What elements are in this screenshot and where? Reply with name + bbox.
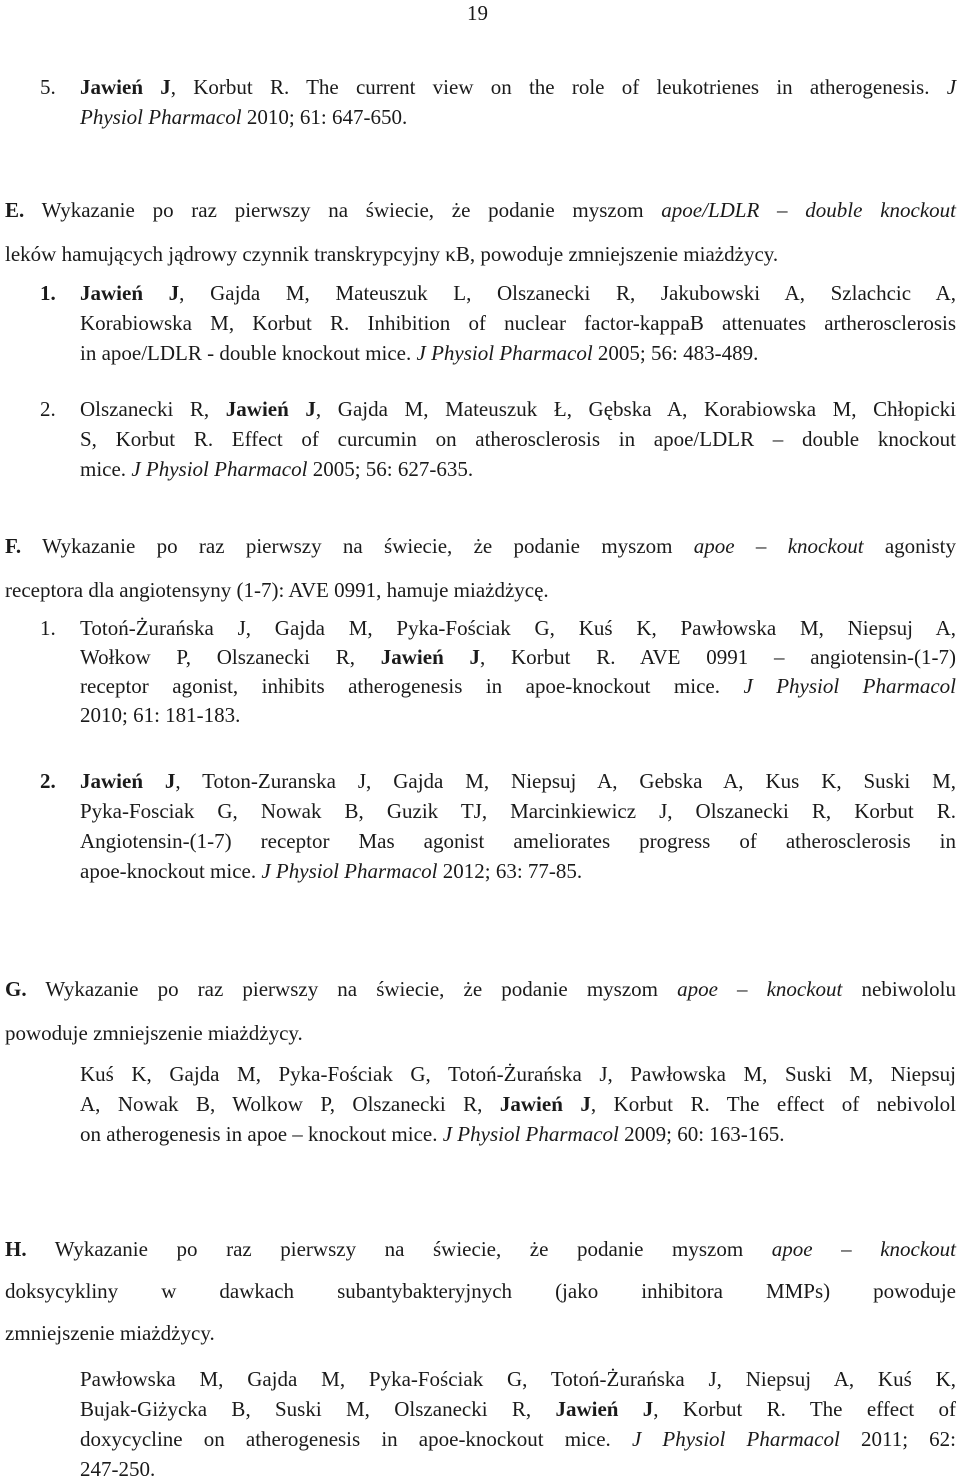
ref-number: 2. <box>40 397 56 421</box>
ref-line <box>80 102 956 132</box>
section-h-heading <box>5 1228 956 1354</box>
ref-text: Pawłowska M, Gajda M, Pyka-Fościak G, Totoń-Żurańska J, Niepsuj A, Kuś K, <box>80 1367 956 1391</box>
ref-text: in apoe/LDLR - double knockout mice. <box>80 341 412 365</box>
section-text: powoduje zmniejszenie miażdżycy. <box>5 1021 303 1045</box>
reference-e1 <box>40 278 956 368</box>
section-f-heading <box>5 524 956 612</box>
ref-text: mice. <box>80 457 127 481</box>
ref-text: Bujak-Giżycka B, Suski M, Olszanecki R, <box>80 1397 532 1421</box>
reference-g <box>80 1059 956 1149</box>
author-highlight: Jawień J <box>80 769 176 793</box>
section-text: Wykazanie po raz pierwszy na świecie, że podanie myszom <box>41 198 644 222</box>
section-g-heading <box>5 967 956 1055</box>
ref-text: , Korbut R. The effect of <box>653 1397 957 1421</box>
ref-number: 1. <box>40 616 56 640</box>
journal-name: J Physiol Pharmacol <box>131 457 308 481</box>
ref-text: Kuś K, Gajda M, Pyka-Fościak G, Totoń-Żurańska J, Pawłowska M, Suski M, Niepsuj <box>80 1062 956 1086</box>
ref-text: Angiotensin-(1-7) receptor Mas agonist ameliorates progress of atherosclerosis in <box>80 829 956 853</box>
section-text: Wykazanie po raz pierwszy na świecie, że podanie myszom <box>42 534 673 558</box>
ref-text: 2010; 61: 181-183. <box>80 703 241 727</box>
reference-h <box>80 1364 956 1484</box>
journal-name: J Physiol Pharmacol <box>416 341 593 365</box>
journal-name: J <box>946 75 957 99</box>
section-letter: H. <box>5 1237 27 1261</box>
ref-text: Wołkow P, Olszanecki R, <box>80 645 355 669</box>
ref-text: S, Korbut R. Effect of curcumin on atherosclerosis in apoe/LDLR – double knockout <box>80 427 956 451</box>
section-letter: G. <box>5 977 27 1001</box>
ref-text: A, Nowak B, Wolkow P, Olszanecki R, <box>80 1092 483 1116</box>
reference-e2 <box>40 394 956 484</box>
section-text: zmniejszenie miażdżycy. <box>5 1321 215 1345</box>
ref-number: 5. <box>40 75 56 99</box>
section-text: Wykazanie po raz pierwszy na świecie, że podanie myszom <box>54 1237 744 1261</box>
section-text: leków hamujących jądrowy czynnik transkrypcyjny κB, powoduje zmniejszenie miażdżycy. <box>5 242 779 266</box>
ref-text: 2011; 62: <box>860 1427 957 1451</box>
author-highlight: Jawień J <box>80 281 180 305</box>
ref-text: doxycycline on atherogenesis in apoe-knockout mice. <box>80 1427 611 1451</box>
section-italic: apoe – knockout <box>677 977 843 1001</box>
ref-text: 2005; 56: 483-489. <box>597 341 759 365</box>
ref-text: , Korbut R. The effect of nebivolol <box>590 1092 957 1116</box>
ref-text: Korabiowska M, Korbut R. Inhibition of nuclear factor-kappaB attenuates artherosclerosis <box>80 311 956 335</box>
section-italic: apoe – knockout <box>771 1237 957 1261</box>
section-letter: F. <box>5 534 22 558</box>
author-highlight: Jawień J <box>80 75 171 99</box>
ref-number: 2. <box>40 769 56 793</box>
journal-name: J Physiol Pharmacol <box>261 859 438 883</box>
ref-text: Pyka-Fosciak G, Nowak B, Guzik TJ, Marcinkiewicz J, Olszanecki R, Korbut R. <box>80 799 956 823</box>
ref-text: 2010; 61: 647-650. <box>246 105 408 129</box>
ref-text: on atherogenesis in apoe – knockout mice. <box>80 1122 438 1146</box>
reference-f1 <box>40 614 956 730</box>
author-highlight: Jawień J <box>555 1397 654 1421</box>
ref-text: 2009; 60: 163-165. <box>624 1122 785 1146</box>
journal-name: J Physiol Pharmacol <box>631 1427 840 1451</box>
section-letter: E. <box>5 198 25 222</box>
ref-text: , Toton-Zuranska J, Gajda M, Niepsuj A, Gebska A, Kus K, Suski M, <box>175 769 957 793</box>
journal-name: J Physiol Pharmacol <box>442 1122 619 1146</box>
reference-5 <box>40 72 956 132</box>
page-number: 19 <box>467 1 488 25</box>
ref-text: , Korbut R. The current view on the role of leukotrienes in atherogenesis. <box>170 75 930 99</box>
author-highlight: Jawień J <box>380 645 480 669</box>
ref-text: 247-250. <box>80 1457 156 1481</box>
ref-text: receptor agonist, inhibits atherogenesis in apoe-knockout mice. <box>80 674 720 698</box>
ref-text: , Gajda M, Mateuszuk Ł, Gębska A, Korabiowska M, Chłopicki <box>315 397 957 421</box>
ref-text: Totoń-Żurańska J, Gajda M, Pyka-Fościak G, Kuś K, Pawłowska M, Niepsuj A, <box>80 616 956 640</box>
ref-text: 2012; 63: 77-85. <box>442 859 583 883</box>
section-text: Wykazanie po raz pierwszy na świecie, że podanie myszom <box>45 977 658 1001</box>
section-e-heading <box>5 188 956 276</box>
journal-name: Physiol Pharmacol <box>80 105 242 129</box>
ref-text: , Gajda M, Mateuszuk L, Olszanecki R, Jakubowski A, Szlachcic A, <box>179 281 957 305</box>
ref-text: Olszanecki R, <box>80 397 210 421</box>
ref-text: apoe-knockout mice. <box>80 859 257 883</box>
author-highlight: Jawień J <box>225 397 316 421</box>
reference-f2 <box>40 766 956 886</box>
section-italic: apoe – knockout <box>693 534 864 558</box>
author-highlight: Jawień J <box>499 1092 591 1116</box>
journal-name: J Physiol Pharmacol <box>743 674 956 698</box>
section-italic: apoe/LDLR – double knockout <box>661 198 956 222</box>
section-text: receptora dla angiotensyny (1-7): AVE 0991, hamuje miażdżycę. <box>5 578 549 602</box>
ref-text: 2005; 56: 627-635. <box>312 457 474 481</box>
section-text: agonisty <box>884 534 957 558</box>
ref-number: 1. <box>40 281 56 305</box>
section-text: doksycykliny w dawkach subantybakteryjnych (jako inhibitora MMPs) powoduje <box>5 1279 956 1303</box>
ref-text: , Korbut R. AVE 0991 – angiotensin-(1-7) <box>480 645 957 669</box>
ref-line <box>80 72 956 102</box>
section-text: nebiwololu <box>861 977 956 1001</box>
